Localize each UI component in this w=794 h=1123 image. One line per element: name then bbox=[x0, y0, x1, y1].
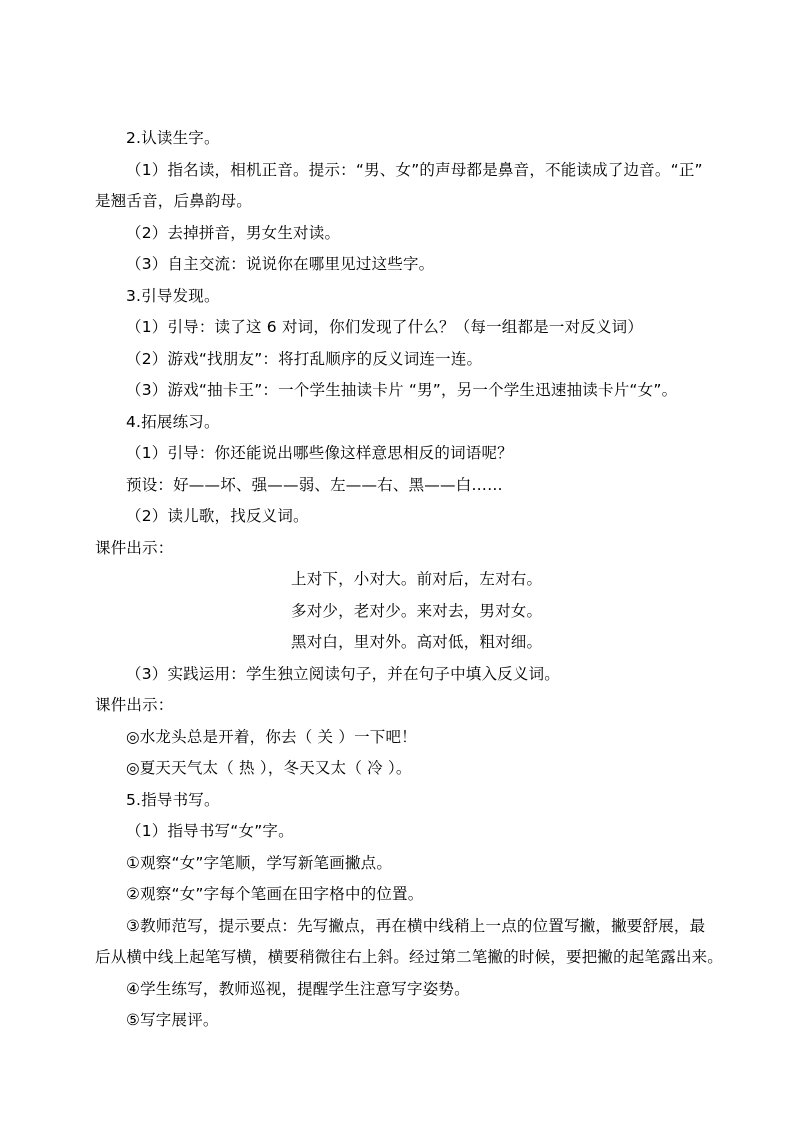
section-3-item-2: （2）游戏“找朋友”：将打乱顺序的反义词连一连。 bbox=[126, 350, 483, 368]
poem-line-1: 上对下，小对大。前对后，左对右。 bbox=[291, 570, 543, 588]
poem-line-3: 黑对白，里对外。高对低，粗对细。 bbox=[291, 633, 543, 651]
courseware-label-2: 课件出示： bbox=[95, 696, 174, 714]
section-5-step-3: ③教师范写，提示要点：先写撇点，再在横中线稍上一点的位置写撇，撇要舒展，最 bbox=[126, 917, 706, 935]
section-5-step-4: ④学生练写，教师巡视，提醒学生注意写字姿势。 bbox=[126, 980, 470, 998]
section-5-step-1: ①观察“女”字笔顺，学写新笔画撇点。 bbox=[126, 854, 393, 872]
section-5-step-5: ⑤写字展评。 bbox=[126, 1011, 219, 1029]
section-2-title: 2.认读生字。 bbox=[126, 129, 220, 147]
section-4-preset: 预设：好——坏、强——弱、左——右、黑——白…… bbox=[126, 476, 503, 494]
section-3-item-3: （3）游戏“抽卡王”：一个学生抽读卡片 “男”，另一个学生迅速抽读卡片“女”。 bbox=[126, 381, 678, 399]
courseware-label-1: 课件出示： bbox=[95, 539, 174, 557]
section-2-item-2: （2）去掉拼音，男女生对读。 bbox=[126, 224, 341, 242]
section-4-item-3: （3）实践运用：学生独立阅读句子，并在句子中填入反义词。 bbox=[126, 665, 560, 683]
section-5-title: 5.指导书写。 bbox=[126, 791, 220, 809]
exercise-sentence-2: ◎夏天天气太（ 热 ），冬天又太（ 冷 ）。 bbox=[126, 759, 412, 777]
section-3-item-1: （1）引导：读了这 6 对词，你们发现了什么？（每一组都是一对反义词） bbox=[126, 318, 644, 336]
section-5-step-2: ②观察“女”字每个笔画在田字格中的位置。 bbox=[126, 885, 424, 903]
exercise-sentence-1: ◎水龙头总是开着，你去（ 关 ）一下吧！ bbox=[126, 728, 417, 746]
section-3-title: 3.引导发现。 bbox=[126, 287, 220, 305]
poem-line-2: 多对少，老对少。来对去，男对女。 bbox=[291, 602, 543, 620]
section-4-item-2: （2）读儿歌，找反义词。 bbox=[126, 507, 309, 525]
section-2-item-1-cont: 是翘舌音，后鼻韵母。 bbox=[95, 192, 253, 210]
section-4-item-1: （1）引导：你还能说出哪些像这样意思相反的词语呢？ bbox=[126, 444, 513, 462]
section-5-step-3-cont: 后从横中线上起笔写横，横要稍微往右上斜。经过第二笔撇的时候，要把撇的起笔露出来。 bbox=[95, 948, 724, 966]
section-2-item-3: （3）自主交流：说说你在哪里见过这些字。 bbox=[126, 255, 435, 273]
section-2-item-1: （1）指名读，相机正音。提示：“男、女”的声母都是鼻音，不能读成了边音。“正” bbox=[126, 161, 703, 179]
section-4-title: 4.拓展练习。 bbox=[126, 413, 220, 431]
section-5-item-1: （1）指导书写“女”字。 bbox=[126, 822, 294, 840]
